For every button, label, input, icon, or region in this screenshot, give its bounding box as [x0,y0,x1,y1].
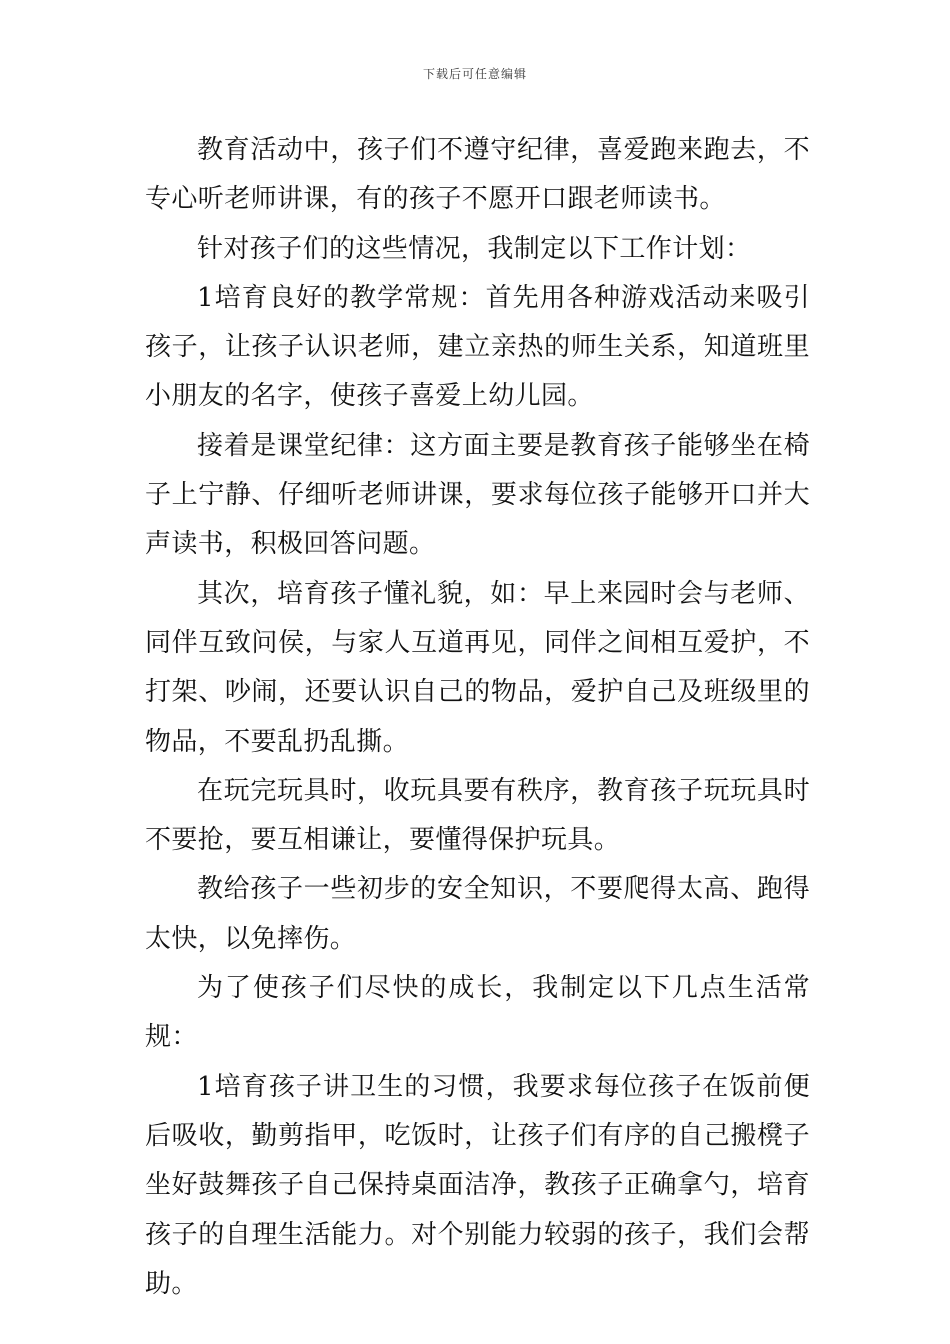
paragraph-6: 在玩完玩具时，收玩具要有秩序，教育孩子玩玩具时不要抢，要互相谦让，要懂得保护玩具。 [145,775,810,856]
paragraph-8: 为了使孩子们尽快的成长，我制定以下几点生活常规： [145,973,810,1053]
paragraph-2: 针对孩子们的这些情况，我制定以下工作计划： [197,233,752,264]
page-header: 下载后可任意编辑 [422,67,527,81]
paragraph-9: 1培育孩子讲卫生的习惯，我要求每位孩子在饭前便后吸收，勤剪指甲，吃饭时，让孩子们有序的自己搬櫈子坐好鼓舞孩子自己保持桌面洁净，教孩子正确拿勺，培育孩子的自理生活能力。对个别能力较弱的孩子，我们会帮助。 [145,1071,810,1299]
paragraph-5: 其次，培育孩子懂礼貌，如：早上来园时会与老师、同伴互致问侯，与家人互道再见，同伴之间相互爱护，不打架、吵闹，还要认识自己的物品，爱护自己及班级里的物品，不要乱扔乱撕。 [145,578,810,757]
document-body [145,126,810,1309]
paragraph-1: 教育活动中，孩子们不遵守纪律，喜爱跑来跑去，不专心听老师讲课，有的孩子不愿开口跟老师读书。 [145,135,810,215]
paragraph-7: 教给孩子一些初步的安全知识，不要爬得太高、跑得太快，以免摔伤。 [145,874,810,954]
paragraph-4: 接着是课堂纪律：这方面主要是教育孩子能够坐在椅子上宁静、仔细听老师讲课，要求每位孩子能够开口并大声读书，积极回答问题。 [145,430,810,560]
paragraph-3: 1培育良好的教学常规：首先用各种游戏活动来吸引孩子，让孩子认识老师，建立亲热的师生关系，知道班里小朋友的名字，使孩子喜爱上幼儿园。 [145,282,810,412]
